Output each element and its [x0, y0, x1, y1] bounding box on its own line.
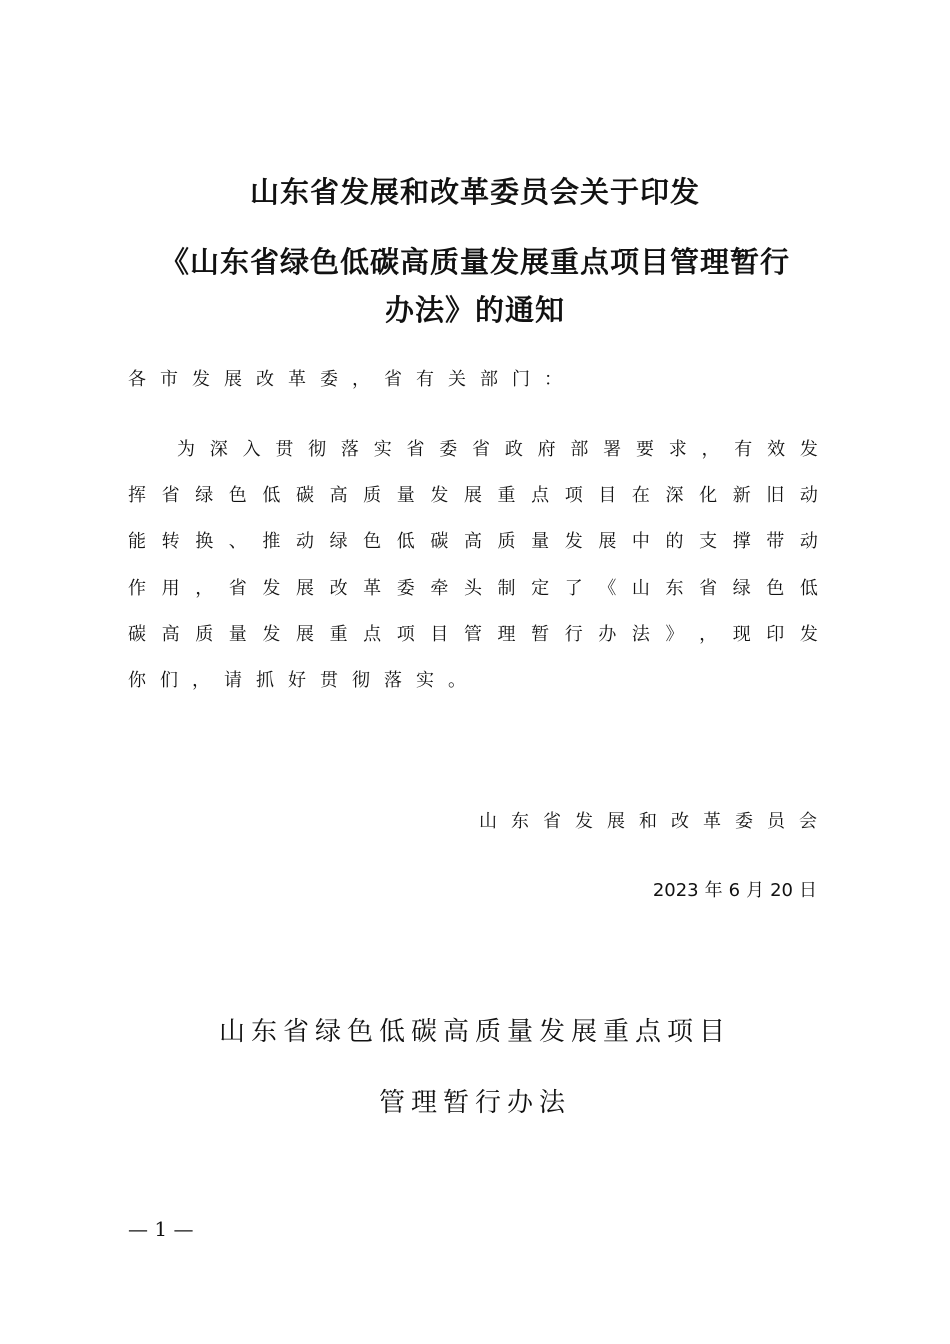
body-char: 政 [504, 439, 523, 460]
body-char: 动 [799, 531, 818, 552]
body-char: 碳 [128, 624, 146, 645]
body-char: 、 [228, 531, 247, 552]
body-char: 低 [262, 485, 281, 506]
body-char: 革 [363, 578, 382, 599]
body-char: 法 [631, 624, 650, 645]
body-char: 展 [295, 624, 314, 645]
body-char: 发 [430, 485, 449, 506]
signature-organization: 山东省发展和改革委员会 [479, 811, 831, 832]
body-char: 发 [799, 439, 818, 460]
attachment-title-line-1: 山东省绿色低碳高质量发展重点项目 [218, 1017, 731, 1047]
body-char: 牵 [430, 578, 449, 599]
date-month: 6 [728, 880, 741, 901]
body-char: 重 [329, 624, 348, 645]
body-char: 化 [699, 485, 718, 506]
body-char: 作 [128, 578, 146, 599]
body-char: 制 [497, 578, 516, 599]
body-char: 点 [363, 624, 382, 645]
body-char: 在 [631, 485, 650, 506]
body-char: 实 [373, 439, 392, 460]
body-char: 委 [439, 439, 458, 460]
body-char: 色 [363, 531, 382, 552]
body-line-5 [128, 621, 818, 649]
body-char: 求 [668, 439, 687, 460]
body-char: 碳 [295, 485, 314, 506]
body-line-6: 你们，请抓好贯彻落实。 [128, 670, 480, 691]
body-char: 发 [262, 624, 281, 645]
body-char: 定 [531, 578, 550, 599]
body-line-1 [177, 436, 818, 464]
body-char: 质 [497, 531, 516, 552]
body-char: 》 [665, 624, 684, 645]
body-char: 署 [603, 439, 622, 460]
body-char: 质 [363, 485, 382, 506]
body-char: 理 [497, 624, 516, 645]
body-char: ， [195, 578, 214, 599]
body-char: 绿 [329, 531, 348, 552]
body-char: 发 [262, 578, 281, 599]
body-char: 支 [699, 531, 718, 552]
body-char: 有 [734, 439, 753, 460]
body-char: 项 [564, 485, 583, 506]
body-char: 旧 [766, 485, 785, 506]
body-char: 色 [228, 485, 247, 506]
body-char: 委 [396, 578, 415, 599]
body-char: 撑 [732, 531, 751, 552]
body-char: 深 [209, 439, 228, 460]
body-char: 管 [463, 624, 482, 645]
body-char: 的 [665, 531, 684, 552]
body-char: 东 [665, 578, 684, 599]
date-month-unit: 月 [746, 880, 765, 901]
body-line-2 [128, 482, 818, 510]
page-number: — 1 — [128, 1217, 194, 1241]
body-line-3 [128, 528, 818, 556]
body-char: 量 [228, 624, 247, 645]
body-char: 府 [537, 439, 556, 460]
body-char: 推 [262, 531, 281, 552]
body-char: 《 [598, 578, 617, 599]
body-char: 现 [732, 624, 751, 645]
body-char: 落 [340, 439, 359, 460]
salutation: 各市发展改革委，省有关部门： [128, 369, 576, 390]
body-char: 新 [732, 485, 751, 506]
body-char: 重 [497, 485, 516, 506]
body-char: 换 [195, 531, 214, 552]
body-char: 贯 [275, 439, 294, 460]
body-char: 彻 [308, 439, 327, 460]
body-char: 质 [195, 624, 214, 645]
body-char: 省 [228, 578, 247, 599]
body-char: 展 [463, 485, 482, 506]
body-char: 部 [570, 439, 589, 460]
body-char: 展 [598, 531, 617, 552]
body-char: 头 [463, 578, 482, 599]
body-char: 低 [396, 531, 415, 552]
body-char: 项 [396, 624, 415, 645]
document-title-line-3: 办法》的通知 [384, 293, 565, 327]
body-char: 量 [396, 485, 415, 506]
body-char: 量 [531, 531, 550, 552]
body-char: ， [701, 439, 720, 460]
body-char: 效 [767, 439, 786, 460]
body-char: 入 [242, 439, 261, 460]
body-char: 动 [799, 485, 818, 506]
body-char: 省 [406, 439, 425, 460]
body-line-4 [128, 575, 818, 603]
body-char: 目 [598, 485, 617, 506]
body-char: 高 [463, 531, 482, 552]
body-char: 能 [128, 531, 146, 552]
body-char: 用 [161, 578, 180, 599]
date-year-unit: 年 [704, 880, 723, 901]
body-char: 办 [598, 624, 617, 645]
body-char: 行 [564, 624, 583, 645]
date-day-unit: 日 [799, 880, 817, 901]
body-char: 印 [766, 624, 785, 645]
body-char: 高 [329, 485, 348, 506]
document-title-line-2: 《山东省绿色低碳高质量发展重点项目管理暂行 [159, 245, 790, 279]
body-char: 发 [564, 531, 583, 552]
body-char: 省 [161, 485, 180, 506]
body-char: 带 [766, 531, 785, 552]
body-char: 了 [564, 578, 583, 599]
body-char: 展 [295, 578, 314, 599]
body-char: 色 [766, 578, 785, 599]
body-char: 低 [799, 578, 818, 599]
body-char: 中 [631, 531, 650, 552]
body-char: 山 [631, 578, 650, 599]
body-char: 目 [430, 624, 449, 645]
document-title-line-1: 山东省发展和改革委员会关于印发 [249, 175, 700, 209]
body-char: 绿 [732, 578, 751, 599]
body-char: 点 [531, 485, 550, 506]
body-char: 暂 [531, 624, 550, 645]
signature-date [647, 877, 817, 905]
body-char: 动 [295, 531, 314, 552]
body-char: 高 [161, 624, 180, 645]
date-day: 20 [770, 880, 793, 901]
body-char: 发 [799, 624, 818, 645]
body-char: 挥 [128, 485, 146, 506]
body-char: 为 [177, 439, 195, 460]
body-char: ， [699, 624, 718, 645]
body-char: 省 [699, 578, 718, 599]
body-char: 绿 [195, 485, 214, 506]
body-char: 转 [161, 531, 180, 552]
attachment-title-line-2: 管理暂行办法 [378, 1088, 571, 1118]
body-char: 省 [472, 439, 491, 460]
date-year: 2023 [652, 880, 699, 901]
body-char: 要 [635, 439, 654, 460]
body-char: 深 [665, 485, 684, 506]
body-char: 碳 [430, 531, 449, 552]
body-char: 改 [329, 578, 348, 599]
